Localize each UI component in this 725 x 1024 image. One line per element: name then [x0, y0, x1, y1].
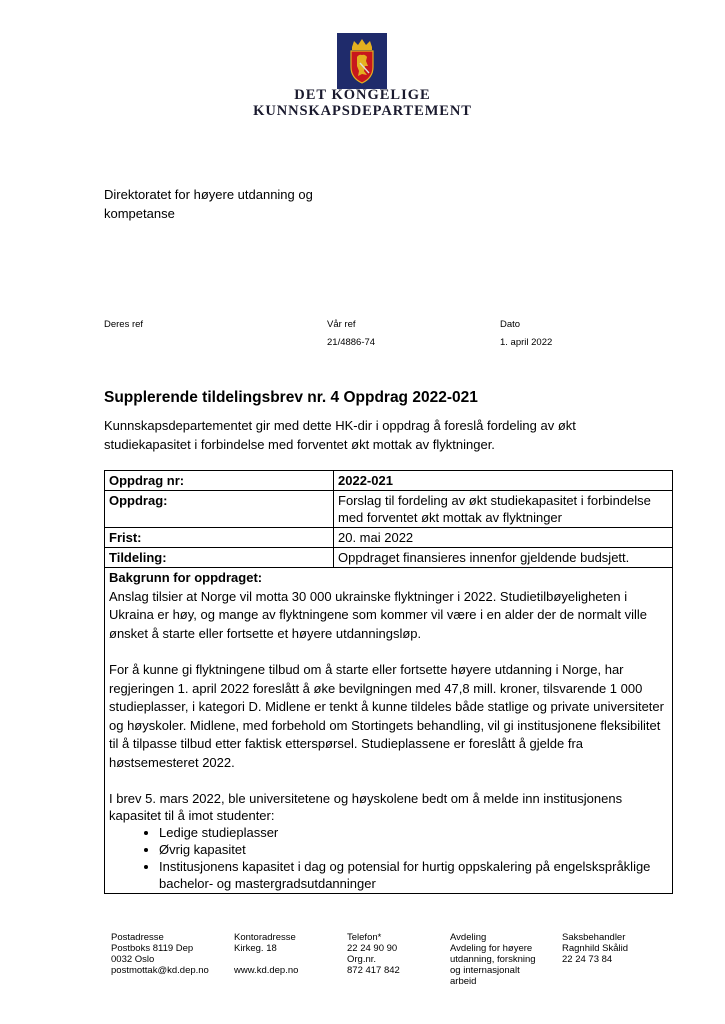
footer-text: Ragnhild Skålid [562, 943, 629, 954]
footer-text: Org.nr. [347, 954, 377, 965]
footer-website: www.kd.dep.no [234, 965, 299, 976]
list-item: • Øvrig kapasitet [159, 841, 668, 858]
row-label: Oppdrag nr: [105, 471, 334, 491]
background-paragraph: Anslag tilsier at Norge vil motta 30 000 ukrainske flyktninger i 2022. Studietilbøyeligheten i Ukraina er høy, og mange av flyktningene som kommer vil være i en alder der de normalt ville ønsket å starte eller fortsette et høyere utdanningsløp. [109, 588, 648, 641]
list-item: • Institusjonens kapasitet i dag og potensial for hurtig oppskalering på engelskspråklige bachelor- og mastergradsutdanninger [159, 858, 668, 892]
table-row [105, 471, 673, 491]
var-ref-label: Vår ref [327, 319, 356, 330]
dato-label: Dato [500, 319, 521, 330]
department-name-line2: KUNNSKAPSDEPARTEMENT [253, 103, 472, 119]
list-item: • Ledige studieplasser [159, 824, 668, 841]
footer-text: 0032 Oslo [111, 954, 155, 965]
recipient-line: Direktoratet for høyere utdanning og [104, 187, 313, 202]
row-value: Forslag til fordeling av økt studiekapasitet i forbindelse med forventet økt mottak av flyktninger [334, 491, 673, 528]
footer-text: og internasjonalt [450, 965, 520, 976]
footer-label: Postadresse [111, 932, 164, 943]
table-row [105, 491, 673, 528]
footer-text: Postboks 8119 Dep [111, 943, 194, 954]
row-value: Oppdraget finansieres innenfor gjeldende budsjett. [334, 548, 673, 568]
footer-kontoradresse [234, 932, 298, 976]
table-row [105, 528, 673, 548]
footer-spacer [234, 954, 298, 965]
table-row [105, 548, 673, 568]
row-value: 20. mai 2022 [334, 528, 673, 548]
bullet-list [109, 824, 668, 892]
footer-email: postmottak@kd.dep.no [111, 965, 209, 976]
row-label: Oppdrag: [105, 491, 334, 528]
footer-text: utdanning, forskning [450, 954, 536, 965]
footer-label: Kontoradresse [234, 932, 296, 943]
row-value: 2022-021 [334, 471, 673, 491]
var-ref-value: 21/4886-74 [327, 337, 376, 348]
footer-postadresse [111, 932, 209, 976]
background-heading: Bakgrunn for oppdraget: [109, 570, 263, 585]
dato-value: 1. april 2022 [500, 337, 553, 348]
footer-label: Avdeling [450, 932, 487, 943]
letter-intro: Kunnskapsdepartementet gir med dette HK-dir i oppdrag å foreslå fordeling av økt studiekapasitet i forbindelse med forventet økt mottak av flyktninger. [104, 418, 576, 452]
row-label: Tildeling: [105, 548, 334, 568]
row-label: Frist: [105, 528, 334, 548]
footer-text: Avdeling for høyere [450, 943, 533, 954]
deres-ref-label: Deres ref [104, 319, 144, 330]
table-row [105, 568, 673, 894]
footer-saksbehandler [562, 932, 628, 965]
recipient-line: kompetanse [104, 206, 175, 221]
footer-text: Kirkeg. 18 [234, 943, 277, 954]
background-paragraph: I brev 5. mars 2022, ble universitetene og høyskolene bedt om å melde inn institusjonens kapasitet til å imot studenter: [109, 791, 623, 823]
background-paragraph: For å kunne gi flyktningene tilbud om å starte eller fortsette høyere utdanning i Norge, har regjeringen 1. april 2022 foreslått å øke bevilgningen med 47,8 mill. kroner, tilsvarende 1 000 studieplasser, i kategori D. Midlene er tenkt å kunne tildeles både statlige og private universiteter og høyskoler. Midlene, med forbehold om Stortingets behandling, vil gi institusjonene fleksibilitet til å tilpasse tilbud etter faktisk etterspørsel. Studieplassene er foreslått å gjelde fra høstsemesteret 2022. [109, 662, 664, 770]
footer-text: 22 24 73 84 [562, 954, 613, 965]
footer-text: 22 24 90 90 [347, 943, 398, 954]
footer-label: Telefon* [347, 932, 382, 943]
footer-label: Saksbehandler [562, 932, 626, 943]
background-cell [105, 568, 673, 894]
recipient-address [104, 185, 364, 223]
coat-of-arms-logo [337, 33, 387, 89]
assignment-table [104, 470, 673, 894]
footer-avdeling [450, 932, 536, 987]
letter-title: Supplerende tildelingsbrev nr. 4 Oppdrag 2022-021 [104, 389, 478, 406]
footer-telefon [347, 932, 400, 976]
footer-text: 872 417 842 [347, 965, 400, 976]
footer-text: arbeid [450, 976, 477, 987]
department-name-line1: DET KONGELIGE [294, 87, 431, 103]
